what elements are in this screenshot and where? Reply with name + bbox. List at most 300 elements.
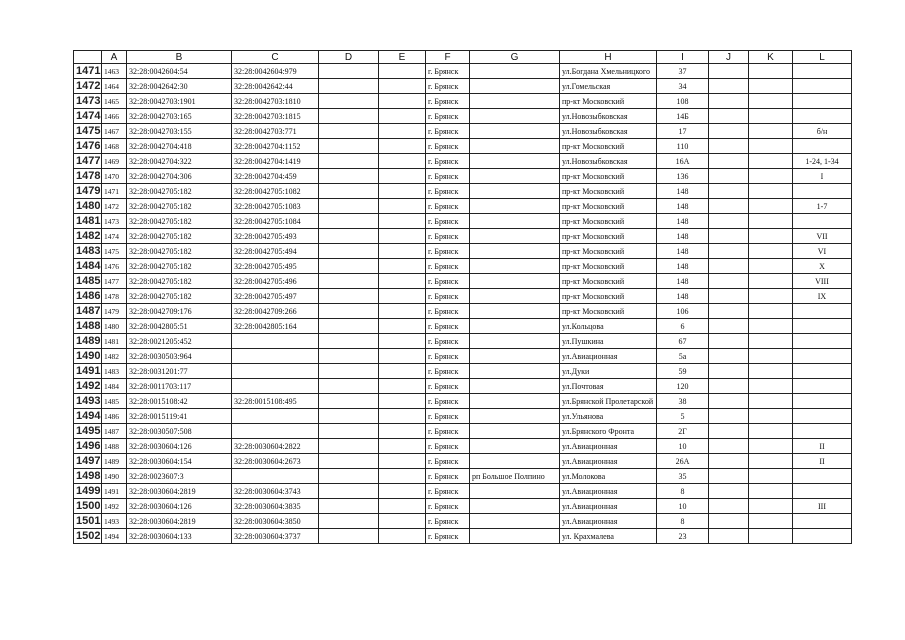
cell-i[interactable]: 5	[657, 409, 709, 424]
cell-g[interactable]	[470, 364, 560, 379]
cell-a[interactable]: 1467	[102, 124, 127, 139]
cell-l[interactable]	[793, 424, 852, 439]
cell-k[interactable]	[749, 379, 793, 394]
cell-b[interactable]: 32:28:0030604:126	[127, 499, 232, 514]
cell-h[interactable]: ул.Авиационная	[560, 439, 657, 454]
cell-g[interactable]	[470, 334, 560, 349]
cell-k[interactable]	[749, 484, 793, 499]
cell-k[interactable]	[749, 214, 793, 229]
row-number[interactable]: 1498	[74, 469, 102, 484]
cell-c[interactable]: 32:28:0042705:497	[232, 289, 319, 304]
cell-l[interactable]	[793, 409, 852, 424]
cell-k[interactable]	[749, 259, 793, 274]
row-number[interactable]: 1477	[74, 154, 102, 169]
cell-c[interactable]: 32:28:0042705:493	[232, 229, 319, 244]
cell-a[interactable]: 1493	[102, 514, 127, 529]
cell-i[interactable]: 148	[657, 229, 709, 244]
cell-e[interactable]	[379, 214, 426, 229]
cell-h[interactable]: ул.Авиационная	[560, 514, 657, 529]
cell-g[interactable]	[470, 349, 560, 364]
row-number[interactable]: 1478	[74, 169, 102, 184]
cell-b[interactable]: 32:28:0030604:2819	[127, 484, 232, 499]
cell-c[interactable]: 32:28:0042704:1152	[232, 139, 319, 154]
cell-d[interactable]	[319, 469, 379, 484]
cell-h[interactable]: ул.Богдана Хмельницкого	[560, 64, 657, 79]
cell-e[interactable]	[379, 394, 426, 409]
cell-h[interactable]: ул.Молокова	[560, 469, 657, 484]
cell-j[interactable]	[709, 514, 749, 529]
cell-b[interactable]: 32:28:0030507:508	[127, 424, 232, 439]
cell-i[interactable]: 2Г	[657, 424, 709, 439]
cell-h[interactable]: ул.Новозыбковская	[560, 124, 657, 139]
cell-b[interactable]: 32:28:0031201:77	[127, 364, 232, 379]
cell-i[interactable]: 38	[657, 394, 709, 409]
cell-e[interactable]	[379, 319, 426, 334]
cell-c[interactable]: 32:28:0042604:979	[232, 64, 319, 79]
cell-c[interactable]: 32:28:0042703:1810	[232, 94, 319, 109]
cell-i[interactable]: 37	[657, 64, 709, 79]
cell-e[interactable]	[379, 529, 426, 544]
cell-c[interactable]	[232, 379, 319, 394]
cell-b[interactable]: 32:28:0042705:182	[127, 229, 232, 244]
cell-c[interactable]: 32:28:0042704:1419	[232, 154, 319, 169]
cell-g[interactable]	[470, 109, 560, 124]
cell-j[interactable]	[709, 214, 749, 229]
cell-k[interactable]	[749, 199, 793, 214]
cell-j[interactable]	[709, 454, 749, 469]
cell-b[interactable]: 32:28:0015108:42	[127, 394, 232, 409]
row-number[interactable]: 1495	[74, 424, 102, 439]
cell-d[interactable]	[319, 229, 379, 244]
cell-g[interactable]	[470, 304, 560, 319]
cell-h[interactable]: пр-кт Московский	[560, 139, 657, 154]
cell-a[interactable]: 1492	[102, 499, 127, 514]
row-number[interactable]: 1479	[74, 184, 102, 199]
cell-e[interactable]	[379, 154, 426, 169]
row-number[interactable]: 1480	[74, 199, 102, 214]
cell-g[interactable]	[470, 274, 560, 289]
cell-a[interactable]: 1477	[102, 274, 127, 289]
cell-f[interactable]: г. Брянск	[426, 139, 470, 154]
cell-h[interactable]: пр-кт Московский	[560, 259, 657, 274]
row-number[interactable]: 1497	[74, 454, 102, 469]
cell-g[interactable]	[470, 409, 560, 424]
row-number[interactable]: 1488	[74, 319, 102, 334]
cell-i[interactable]: 148	[657, 259, 709, 274]
cell-f[interactable]: г. Брянск	[426, 484, 470, 499]
cell-h[interactable]: ул.Новозыбковская	[560, 154, 657, 169]
cell-e[interactable]	[379, 334, 426, 349]
cell-f[interactable]: г. Брянск	[426, 289, 470, 304]
cell-i[interactable]: 120	[657, 379, 709, 394]
cell-h[interactable]: ул. Крахмалева	[560, 529, 657, 544]
cell-f[interactable]: г. Брянск	[426, 499, 470, 514]
cell-b[interactable]: 32:28:0042704:322	[127, 154, 232, 169]
cell-b[interactable]: 32:28:0042705:182	[127, 184, 232, 199]
cell-d[interactable]	[319, 394, 379, 409]
cell-d[interactable]	[319, 424, 379, 439]
cell-f[interactable]: г. Брянск	[426, 94, 470, 109]
cell-k[interactable]	[749, 139, 793, 154]
cell-f[interactable]: г. Брянск	[426, 184, 470, 199]
cell-j[interactable]	[709, 184, 749, 199]
cell-l[interactable]	[793, 109, 852, 124]
cell-b[interactable]: 32:28:0042704:306	[127, 169, 232, 184]
cell-i[interactable]: 67	[657, 334, 709, 349]
cell-f[interactable]: г. Брянск	[426, 364, 470, 379]
cell-j[interactable]	[709, 424, 749, 439]
cell-b[interactable]: 32:28:0042704:418	[127, 139, 232, 154]
cell-k[interactable]	[749, 154, 793, 169]
cell-e[interactable]	[379, 514, 426, 529]
cell-c[interactable]	[232, 364, 319, 379]
cell-g[interactable]	[470, 499, 560, 514]
cell-b[interactable]: 32:28:0042703:165	[127, 109, 232, 124]
cell-h[interactable]: ул.Гомельская	[560, 79, 657, 94]
cell-l[interactable]	[793, 394, 852, 409]
cell-g[interactable]	[470, 79, 560, 94]
cell-h[interactable]: пр-кт Московский	[560, 244, 657, 259]
column-header-l[interactable]: L	[793, 51, 852, 64]
cell-k[interactable]	[749, 109, 793, 124]
cell-d[interactable]	[319, 139, 379, 154]
cell-a[interactable]: 1469	[102, 154, 127, 169]
cell-l[interactable]	[793, 64, 852, 79]
cell-c[interactable]: 32:28:0042709:266	[232, 304, 319, 319]
cell-l[interactable]: VII	[793, 229, 852, 244]
cell-l[interactable]	[793, 469, 852, 484]
cell-h[interactable]: ул.Авиационная	[560, 454, 657, 469]
cell-f[interactable]: г. Брянск	[426, 124, 470, 139]
cell-d[interactable]	[319, 184, 379, 199]
cell-i[interactable]: 148	[657, 199, 709, 214]
cell-l[interactable]	[793, 484, 852, 499]
cell-a[interactable]: 1479	[102, 304, 127, 319]
cell-a[interactable]: 1472	[102, 199, 127, 214]
cell-d[interactable]	[319, 259, 379, 274]
cell-e[interactable]	[379, 229, 426, 244]
cell-d[interactable]	[319, 484, 379, 499]
cell-c[interactable]	[232, 334, 319, 349]
cell-f[interactable]: г. Брянск	[426, 244, 470, 259]
cell-l[interactable]: б/н	[793, 124, 852, 139]
cell-c[interactable]: 32:28:0030604:3743	[232, 484, 319, 499]
cell-e[interactable]	[379, 349, 426, 364]
cell-h[interactable]: пр-кт Московский	[560, 214, 657, 229]
cell-l[interactable]	[793, 184, 852, 199]
row-number[interactable]: 1471	[74, 64, 102, 79]
cell-j[interactable]	[709, 529, 749, 544]
cell-g[interactable]	[470, 394, 560, 409]
cell-e[interactable]	[379, 259, 426, 274]
cell-l[interactable]	[793, 304, 852, 319]
cell-c[interactable]	[232, 349, 319, 364]
cell-k[interactable]	[749, 529, 793, 544]
cell-f[interactable]: г. Брянск	[426, 529, 470, 544]
cell-e[interactable]	[379, 139, 426, 154]
cell-d[interactable]	[319, 409, 379, 424]
cell-k[interactable]	[749, 409, 793, 424]
cell-e[interactable]	[379, 484, 426, 499]
cell-g[interactable]	[470, 289, 560, 304]
cell-b[interactable]: 32:28:0030604:133	[127, 529, 232, 544]
cell-l[interactable]	[793, 319, 852, 334]
cell-j[interactable]	[709, 79, 749, 94]
cell-e[interactable]	[379, 289, 426, 304]
cell-f[interactable]: г. Брянск	[426, 274, 470, 289]
cell-b[interactable]: 32:28:0042705:182	[127, 289, 232, 304]
cell-i[interactable]: 106	[657, 304, 709, 319]
cell-d[interactable]	[319, 364, 379, 379]
cell-d[interactable]	[319, 154, 379, 169]
cell-g[interactable]	[470, 229, 560, 244]
cell-d[interactable]	[319, 124, 379, 139]
cell-l[interactable]: III	[793, 499, 852, 514]
cell-g[interactable]	[470, 169, 560, 184]
cell-d[interactable]	[319, 109, 379, 124]
cell-e[interactable]	[379, 94, 426, 109]
cell-f[interactable]: г. Брянск	[426, 349, 470, 364]
cell-f[interactable]: г. Брянск	[426, 379, 470, 394]
cell-h[interactable]: пр-кт Московский	[560, 274, 657, 289]
cell-c[interactable]	[232, 424, 319, 439]
cell-b[interactable]: 32:28:0030604:154	[127, 454, 232, 469]
cell-g[interactable]	[470, 514, 560, 529]
column-header-d[interactable]: D	[319, 51, 379, 64]
column-header-b[interactable]: B	[127, 51, 232, 64]
cell-i[interactable]: 34	[657, 79, 709, 94]
row-number[interactable]: 1482	[74, 229, 102, 244]
cell-g[interactable]	[470, 184, 560, 199]
cell-k[interactable]	[749, 229, 793, 244]
cell-h[interactable]: пр-кт Московский	[560, 229, 657, 244]
cell-j[interactable]	[709, 274, 749, 289]
cell-j[interactable]	[709, 154, 749, 169]
cell-c[interactable]: 32:28:0030604:3835	[232, 499, 319, 514]
cell-k[interactable]	[749, 514, 793, 529]
cell-j[interactable]	[709, 394, 749, 409]
cell-f[interactable]: г. Брянск	[426, 169, 470, 184]
cell-l[interactable]	[793, 94, 852, 109]
cell-c[interactable]: 32:28:0042705:495	[232, 259, 319, 274]
cell-k[interactable]	[749, 64, 793, 79]
cell-b[interactable]: 32:28:0042705:182	[127, 214, 232, 229]
cell-i[interactable]: 8	[657, 484, 709, 499]
cell-h[interactable]: ул.Авиационная	[560, 484, 657, 499]
cell-k[interactable]	[749, 124, 793, 139]
cell-h[interactable]: ул.Пушкина	[560, 334, 657, 349]
cell-k[interactable]	[749, 79, 793, 94]
cell-i[interactable]: 148	[657, 184, 709, 199]
cell-a[interactable]: 1484	[102, 379, 127, 394]
row-number[interactable]: 1499	[74, 484, 102, 499]
cell-e[interactable]	[379, 379, 426, 394]
cell-f[interactable]: г. Брянск	[426, 79, 470, 94]
cell-g[interactable]	[470, 319, 560, 334]
cell-f[interactable]: г. Брянск	[426, 304, 470, 319]
cell-f[interactable]: г. Брянск	[426, 214, 470, 229]
cell-g[interactable]	[470, 139, 560, 154]
cell-a[interactable]: 1491	[102, 484, 127, 499]
cell-l[interactable]: IX	[793, 289, 852, 304]
column-header-e[interactable]: E	[379, 51, 426, 64]
cell-g[interactable]	[470, 124, 560, 139]
cell-c[interactable]: 32:28:0042805:164	[232, 319, 319, 334]
cell-f[interactable]: г. Брянск	[426, 409, 470, 424]
cell-a[interactable]: 1481	[102, 334, 127, 349]
cell-a[interactable]: 1480	[102, 319, 127, 334]
cell-c[interactable]: 32:28:0030604:2673	[232, 454, 319, 469]
cell-f[interactable]: г. Брянск	[426, 394, 470, 409]
cell-j[interactable]	[709, 484, 749, 499]
cell-b[interactable]: 32:28:0011703:117	[127, 379, 232, 394]
cell-f[interactable]: г. Брянск	[426, 154, 470, 169]
cell-g[interactable]	[470, 439, 560, 454]
cell-c[interactable]: 32:28:0042705:496	[232, 274, 319, 289]
cell-l[interactable]: 1-7	[793, 199, 852, 214]
row-number[interactable]: 1473	[74, 94, 102, 109]
cell-a[interactable]: 1494	[102, 529, 127, 544]
cell-j[interactable]	[709, 379, 749, 394]
cell-h[interactable]: ул.Брянской Пролетарской	[560, 394, 657, 409]
cell-l[interactable]	[793, 214, 852, 229]
cell-d[interactable]	[319, 439, 379, 454]
cell-d[interactable]	[319, 169, 379, 184]
row-number[interactable]: 1484	[74, 259, 102, 274]
column-header-h[interactable]: H	[560, 51, 657, 64]
cell-g[interactable]	[470, 199, 560, 214]
cell-d[interactable]	[319, 94, 379, 109]
cell-a[interactable]: 1476	[102, 259, 127, 274]
cell-i[interactable]: 6	[657, 319, 709, 334]
cell-l[interactable]	[793, 529, 852, 544]
cell-h[interactable]: ул.Дуки	[560, 364, 657, 379]
row-number[interactable]: 1494	[74, 409, 102, 424]
cell-l[interactable]	[793, 79, 852, 94]
cell-d[interactable]	[319, 199, 379, 214]
cell-g[interactable]	[470, 454, 560, 469]
cell-g[interactable]	[470, 529, 560, 544]
cell-a[interactable]: 1487	[102, 424, 127, 439]
cell-i[interactable]: 26А	[657, 454, 709, 469]
cell-h[interactable]: ул.Почтовая	[560, 379, 657, 394]
cell-b[interactable]: 32:28:0042805:51	[127, 319, 232, 334]
cell-j[interactable]	[709, 364, 749, 379]
cell-k[interactable]	[749, 184, 793, 199]
cell-f[interactable]: г. Брянск	[426, 514, 470, 529]
cell-l[interactable]: 1-24, 1-34	[793, 154, 852, 169]
row-number[interactable]: 1485	[74, 274, 102, 289]
row-number[interactable]: 1474	[74, 109, 102, 124]
cell-e[interactable]	[379, 364, 426, 379]
cell-a[interactable]: 1478	[102, 289, 127, 304]
cell-i[interactable]: 5а	[657, 349, 709, 364]
cell-b[interactable]: 32:28:0042705:182	[127, 199, 232, 214]
cell-a[interactable]: 1466	[102, 109, 127, 124]
cell-e[interactable]	[379, 409, 426, 424]
cell-f[interactable]: г. Брянск	[426, 199, 470, 214]
cell-d[interactable]	[319, 499, 379, 514]
cell-i[interactable]: 148	[657, 274, 709, 289]
cell-j[interactable]	[709, 334, 749, 349]
row-number[interactable]: 1492	[74, 379, 102, 394]
cell-i[interactable]: 136	[657, 169, 709, 184]
cell-k[interactable]	[749, 364, 793, 379]
cell-l[interactable]	[793, 379, 852, 394]
cell-j[interactable]	[709, 439, 749, 454]
cell-l[interactable]: II	[793, 439, 852, 454]
cell-b[interactable]: 32:28:0042705:182	[127, 244, 232, 259]
cell-k[interactable]	[749, 439, 793, 454]
cell-b[interactable]: 32:28:0042604:54	[127, 64, 232, 79]
cell-e[interactable]	[379, 184, 426, 199]
cell-b[interactable]: 32:28:0042705:182	[127, 274, 232, 289]
cell-j[interactable]	[709, 469, 749, 484]
row-number[interactable]: 1475	[74, 124, 102, 139]
cell-e[interactable]	[379, 169, 426, 184]
cell-l[interactable]: VIII	[793, 274, 852, 289]
column-header-i[interactable]: I	[657, 51, 709, 64]
cell-b[interactable]: 32:28:0042703:155	[127, 124, 232, 139]
cell-i[interactable]: 8	[657, 514, 709, 529]
cell-j[interactable]	[709, 94, 749, 109]
cell-b[interactable]: 32:28:0042642:30	[127, 79, 232, 94]
row-number[interactable]: 1472	[74, 79, 102, 94]
row-number[interactable]: 1501	[74, 514, 102, 529]
cell-d[interactable]	[319, 289, 379, 304]
cell-l[interactable]: X	[793, 259, 852, 274]
cell-c[interactable]	[232, 469, 319, 484]
row-number[interactable]: 1491	[74, 364, 102, 379]
cell-d[interactable]	[319, 349, 379, 364]
cell-f[interactable]: г. Брянск	[426, 319, 470, 334]
cell-h[interactable]: пр-кт Московский	[560, 304, 657, 319]
cell-b[interactable]: 32:28:0023607:3	[127, 469, 232, 484]
cell-c[interactable]: 32:28:0030604:3850	[232, 514, 319, 529]
cell-a[interactable]: 1465	[102, 94, 127, 109]
column-header-g[interactable]: G	[470, 51, 560, 64]
cell-l[interactable]: VI	[793, 244, 852, 259]
row-number[interactable]: 1487	[74, 304, 102, 319]
cell-d[interactable]	[319, 244, 379, 259]
cell-k[interactable]	[749, 334, 793, 349]
cell-i[interactable]: 59	[657, 364, 709, 379]
cell-a[interactable]: 1463	[102, 64, 127, 79]
cell-j[interactable]	[709, 349, 749, 364]
cell-g[interactable]	[470, 154, 560, 169]
cell-l[interactable]	[793, 139, 852, 154]
cell-a[interactable]: 1470	[102, 169, 127, 184]
cell-l[interactable]	[793, 349, 852, 364]
cell-e[interactable]	[379, 64, 426, 79]
cell-b[interactable]: 32:28:0042705:182	[127, 259, 232, 274]
cell-d[interactable]	[319, 64, 379, 79]
cell-c[interactable]: 32:28:0042642:44	[232, 79, 319, 94]
cell-a[interactable]: 1471	[102, 184, 127, 199]
cell-f[interactable]: г. Брянск	[426, 229, 470, 244]
cell-e[interactable]	[379, 454, 426, 469]
row-number[interactable]: 1486	[74, 289, 102, 304]
cell-g[interactable]	[470, 484, 560, 499]
cell-c[interactable]	[232, 409, 319, 424]
cell-k[interactable]	[749, 94, 793, 109]
cell-a[interactable]: 1486	[102, 409, 127, 424]
cell-j[interactable]	[709, 139, 749, 154]
row-number[interactable]: 1489	[74, 334, 102, 349]
cell-j[interactable]	[709, 169, 749, 184]
cell-a[interactable]: 1482	[102, 349, 127, 364]
cell-c[interactable]: 32:28:0042705:494	[232, 244, 319, 259]
